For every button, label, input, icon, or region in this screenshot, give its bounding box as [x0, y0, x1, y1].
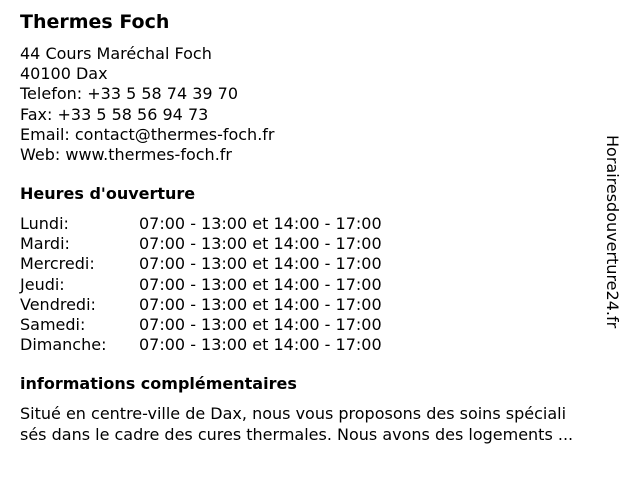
time-range: 07:00 - 13:00 et 14:00 - 17:00 [139, 254, 382, 274]
description-line: Situé en centre-ville de Dax, nous vous proposons des soins spéciali [20, 404, 567, 423]
contact-details [20, 44, 275, 165]
day-label: Mardi: [20, 234, 70, 254]
hours-row [20, 275, 430, 295]
city: 40100 Dax [20, 64, 108, 84]
hours-row [20, 295, 430, 315]
hours-row [20, 234, 430, 254]
day-label: Mercredi: [20, 254, 95, 274]
opening-hours-table [20, 214, 430, 355]
description-line: sés dans le cadre des cures thermales. Nous avons des logements ... [20, 424, 574, 444]
email-address: Email: contact@thermes-foch.fr [20, 124, 275, 144]
day-label: Dimanche: [20, 335, 107, 355]
time-range: 07:00 - 13:00 et 14:00 - 17:00 [139, 234, 382, 254]
street-address: 44 Cours Maréchal Foch [20, 44, 212, 63]
additional-info-heading: informations complémentaires [20, 374, 297, 393]
hours-row [20, 315, 430, 335]
time-range: 07:00 - 13:00 et 14:00 - 17:00 [139, 314, 382, 334]
time-range: 07:00 - 13:00 et 14:00 - 17:00 [139, 294, 382, 314]
opening-hours-heading: Heures d'ouverture [20, 184, 196, 203]
site-watermark: Horairesdouverture24.fr [603, 135, 622, 329]
time-range: 07:00 - 13:00 et 14:00 - 17:00 [139, 335, 382, 355]
website: Web: www.thermes-foch.fr [20, 145, 232, 165]
hours-row [20, 214, 430, 234]
time-range: 07:00 - 13:00 et 14:00 - 17:00 [139, 214, 382, 233]
fax-number: Fax: +33 5 58 56 94 73 [20, 104, 209, 124]
day-label: Vendredi: [20, 294, 96, 314]
hours-row [20, 254, 430, 274]
description-text [20, 404, 620, 445]
day-label: Lundi: [20, 214, 69, 233]
time-range: 07:00 - 13:00 et 14:00 - 17:00 [139, 274, 382, 294]
day-label: Samedi: [20, 314, 86, 334]
business-name: Thermes Foch [20, 11, 170, 33]
phone-number: Telefon: +33 5 58 74 39 70 [20, 84, 239, 104]
hours-row [20, 335, 430, 355]
day-label: Jeudi: [20, 274, 65, 294]
